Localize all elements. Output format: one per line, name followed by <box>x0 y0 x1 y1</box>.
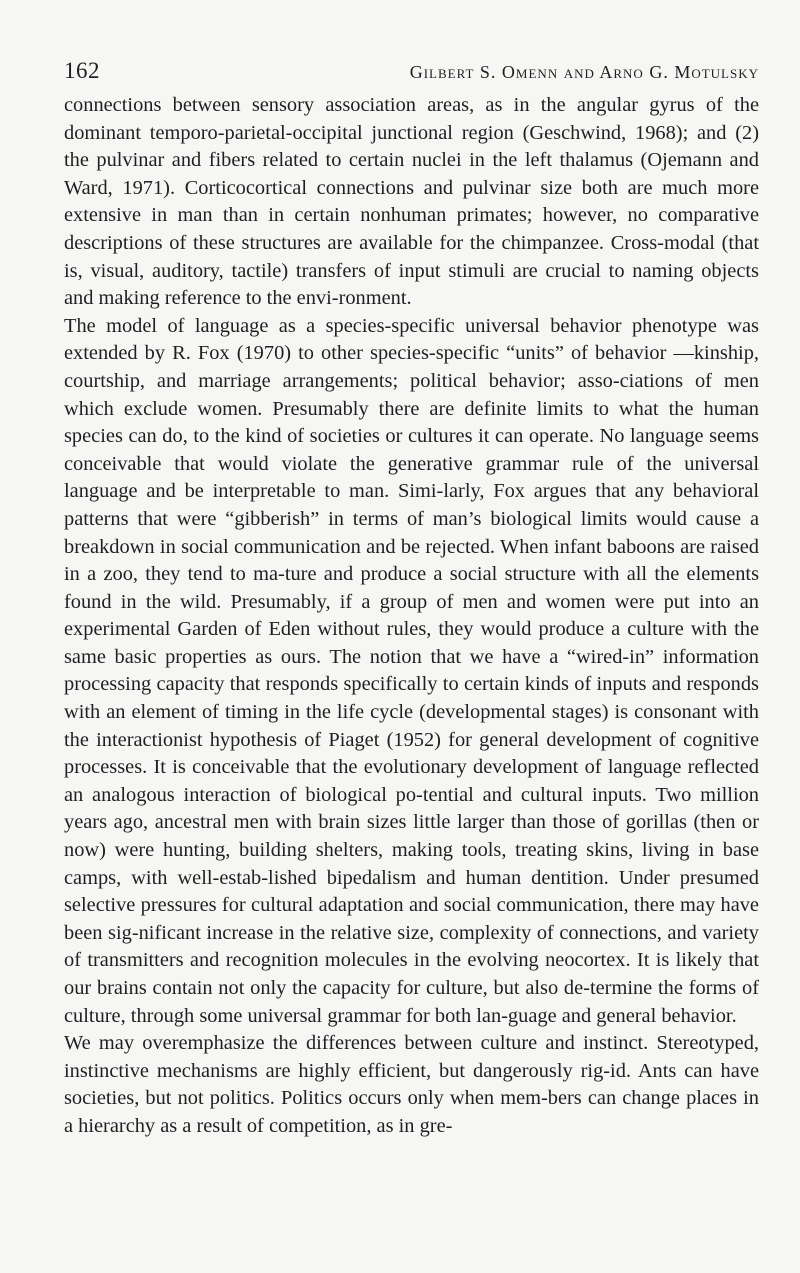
paragraph-culture-instinct: We may overemphasize the differences between culture and instinct. Stereotyped, instinctive mechanisms are highly efficient, but dangerously rig-id. Ants can have societies, but not politics. Politics occurs only when mem-bers can change places in a hierarchy as a result of competition, as in gre- <box>64 1032 759 1137</box>
body-text <box>64 92 759 1141</box>
paragraph-connections: connections between sensory association areas, as in the angular gyrus of the dominant temporo-parietal-occipital junctional region (Geschwind, 1968); and (2) the pulvinar and fibers related to certain nuclei in the left thalamus (Ojemann and Ward, 1971). Corticocortical connections and pulvinar size both are much more extensive in man than in certain nonhuman primates; however, no comparative descriptions of these structures are available for the chimpanzee. Cross-modal (that is, visual, auditory, tactile) transfers of input stimuli are crucial to naming objects and making reference to the envi-ronment. <box>64 94 759 310</box>
running-head-authors: Gilbert S. Omenn and Arno G. Motulsky <box>409 62 759 82</box>
page-number: 162 <box>64 58 100 83</box>
paragraph-language-model: The model of language as a species-specific universal behavior phenotype was extended by R. Fox (1970) to other species-specific “units” of behavior —kinship, courtship, and marriage arrangements; political behavior; asso-ciations of men which exclude women. Presumably there are definite limits to what the human species can do, to the kind of societies or cultures it can operate. No language seems conceivable that would violate the generative grammar rule of the universal language and be interpretable to man. Simi-larly, Fox argues that any behavioral patterns that were “gibberish” in terms of man’s biological limits would cause a breakdown in social communication and be rejected. When infant baboons are raised in a zoo, they tend to ma-ture and produce a social structure with all the elements found in the wild. Presumably, if a group of men and women were put into an experimental Garden of Eden without rules, they would produce a culture with the same basic properties as ours. The notion that we have a “wired-in” information processing capacity that responds specifically to certain kinds of inputs and responds with an element of timing in the life cycle (developmental stages) is consonant with the interactionist hypothesis of Piaget (1952) for general development of cognitive processes. It is conceivable that the evolutionary development of language reflected an analogous interaction of biological po-tential and cultural inputs. Two million years ago, ancestral men with brain sizes little larger than those of gorillas (then or now) were hunting, building shelters, making tools, treating skins, living in base camps, with well-estab-lished bipedalism and human dentition. Under presumed selective pressures for cultural adaptation and social communication, there may have been sig-nificant increase in the relative size, complexity of connections, and variety of transmitters and recognition molecules in the evolving neocortex. It is likely that our brains contain not only the capacity for culture, but also de-termine the forms of culture, through some universal grammar for both lan-guage and general behavior. <box>64 314 759 1027</box>
running-head <box>64 58 759 88</box>
book-page <box>64 58 759 1141</box>
